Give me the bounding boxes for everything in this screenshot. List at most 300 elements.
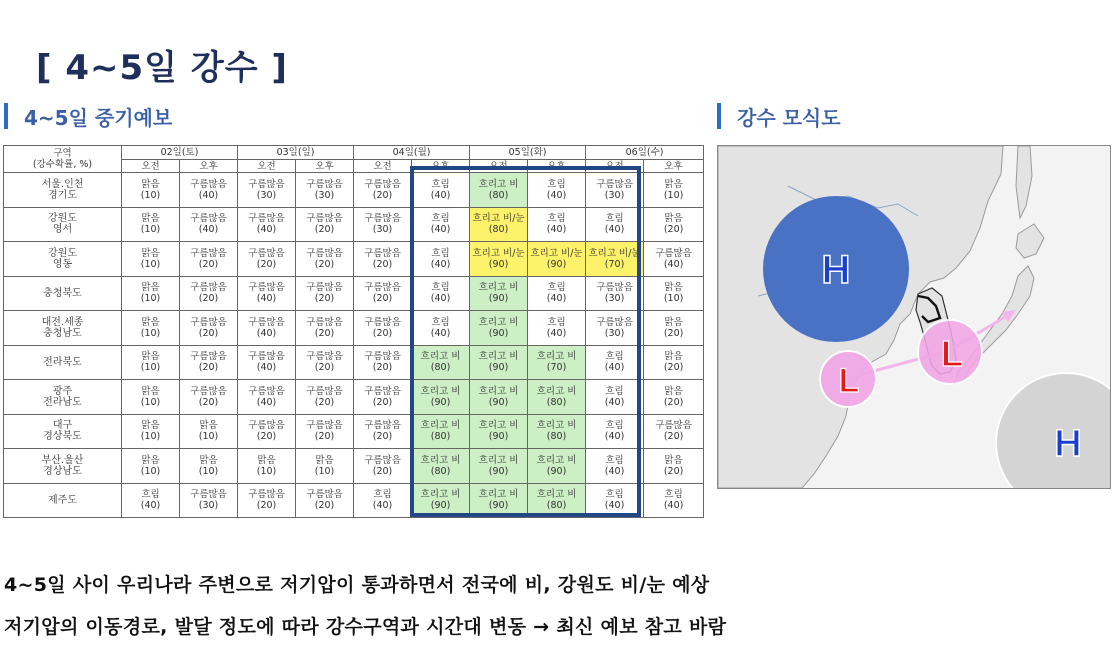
region-name: 경상북도 — [43, 431, 82, 443]
forecast-cell — [122, 380, 180, 415]
region-name: 대전.세종 — [41, 316, 84, 328]
precip-probability: (20) — [372, 396, 393, 408]
forecast-cell — [238, 414, 296, 449]
precip-probability: (90) — [488, 500, 509, 512]
precip-probability: (90) — [488, 293, 509, 305]
weather-text: 구름많음 — [248, 351, 285, 363]
weather-text: 구름많음 — [190, 178, 227, 190]
weather-text: 흐리고 비 — [536, 489, 577, 501]
forecast-cell — [122, 242, 180, 277]
am-header: 오전 — [586, 160, 644, 173]
forecast-cell — [470, 345, 528, 380]
forecast-cell — [586, 276, 644, 311]
schematic-section-title: 강수 모식도 — [737, 105, 841, 130]
weather-text: 구름많음 — [306, 282, 343, 294]
forecast-cell — [586, 449, 644, 484]
precip-probability: (80) — [430, 362, 451, 374]
region-name: 전라북도 — [43, 356, 82, 368]
weather-text: 흐리고 비/눈 — [472, 213, 525, 225]
precip-probability: (30) — [604, 293, 625, 305]
forecast-cell — [412, 380, 470, 415]
precip-probability: (10) — [663, 189, 684, 201]
forecast-cell — [296, 414, 354, 449]
region-name: 제주도 — [48, 494, 77, 506]
precip-probability: (90) — [546, 465, 567, 477]
forecast-cell — [122, 483, 180, 518]
weather-text: 맑음 — [199, 420, 218, 432]
weather-text: 흐림 — [605, 385, 624, 397]
weather-text: 구름많음 — [596, 178, 633, 190]
weather-text: 구름많음 — [190, 247, 227, 259]
forecast-section-title: 4~5일 중기예보 — [24, 105, 173, 130]
weather-text: 구름많음 — [190, 316, 227, 328]
forecast-cell — [470, 242, 528, 277]
forecast-cell — [412, 311, 470, 346]
forecast-cell — [470, 207, 528, 242]
weather-text: 흐림 — [605, 489, 624, 501]
table-row — [4, 207, 704, 242]
pm-header: 오후 — [412, 160, 470, 173]
precip-probability: (20) — [314, 327, 335, 339]
forecast-cell — [238, 173, 296, 208]
weather-text: 구름많음 — [364, 420, 401, 432]
forecast-cell — [180, 414, 238, 449]
precip-probability: (30) — [198, 500, 219, 512]
weather-text: 흐리고 비 — [478, 282, 519, 294]
precip-probability: (10) — [140, 396, 161, 408]
region-name: 경기도 — [48, 189, 77, 201]
forecast-section-header — [4, 103, 172, 129]
forecast-cell — [412, 276, 470, 311]
weather-text: 맑음 — [141, 247, 160, 259]
weather-text: 흐림 — [605, 454, 624, 466]
precip-probability: (40) — [604, 224, 625, 236]
precip-probability: (10) — [140, 258, 161, 270]
region-header-cell — [4, 146, 122, 173]
precipitation-schematic-map — [717, 145, 1111, 489]
precip-probability: (40) — [430, 258, 451, 270]
low-pressure-label: L — [838, 362, 860, 400]
precip-probability: (80) — [488, 224, 509, 236]
high-pressure-label-ocean: H — [1054, 423, 1082, 465]
region-name: 서울.인천 — [41, 178, 84, 190]
weather-text: 맑음 — [141, 282, 160, 294]
table-row — [4, 276, 704, 311]
precip-probability: (20) — [314, 224, 335, 236]
forecast-cell — [296, 449, 354, 484]
precip-probability: (70) — [604, 258, 625, 270]
precip-probability: (10) — [198, 431, 219, 443]
weather-text: 흐리고 비/눈 — [530, 247, 583, 259]
precip-probability: (40) — [430, 224, 451, 236]
forecast-cell — [180, 276, 238, 311]
forecast-cell — [354, 449, 412, 484]
forecast-cell — [528, 449, 586, 484]
precip-probability: (40) — [256, 362, 277, 374]
precip-probability: (20) — [663, 362, 684, 374]
precip-probability: (20) — [663, 431, 684, 443]
weather-text: 흐리고 비 — [420, 420, 461, 432]
weather-text: 구름많음 — [596, 282, 633, 294]
weather-text: 흐림 — [547, 316, 566, 328]
pm-header: 오후 — [180, 160, 238, 173]
forecast-cell — [528, 380, 586, 415]
forecast-cell — [586, 414, 644, 449]
region-cell — [4, 311, 122, 346]
precip-probability: (20) — [314, 396, 335, 408]
summary-line-2: 저기압의 이동경로, 발달 정도에 따라 강수구역과 시간대 변동 → 최신 예보 참고 바람 — [4, 616, 727, 638]
precip-probability: (80) — [546, 431, 567, 443]
precip-probability: (40) — [256, 327, 277, 339]
forecast-cell — [238, 483, 296, 518]
region-name: 강원도 — [48, 213, 77, 225]
forecast-table — [3, 145, 704, 518]
weather-text: 구름많음 — [364, 178, 401, 190]
weather-text: 구름많음 — [306, 178, 343, 190]
forecast-cell — [354, 345, 412, 380]
weather-text: 구름많음 — [190, 351, 227, 363]
weather-text: 구름많음 — [364, 282, 401, 294]
forecast-cell — [412, 449, 470, 484]
precip-probability: (40) — [546, 224, 567, 236]
region-name: 충청북도 — [43, 287, 82, 299]
weather-text: 흐림 — [431, 213, 450, 225]
weather-text: 맑음 — [141, 351, 160, 363]
region-name: 경상남도 — [43, 465, 82, 477]
precip-probability: (40) — [256, 396, 277, 408]
weather-text: 맑음 — [141, 178, 160, 190]
weather-text: 맑음 — [199, 454, 218, 466]
forecast-cell — [354, 414, 412, 449]
forecast-cell — [528, 414, 586, 449]
schematic-section-header — [717, 103, 841, 129]
high-pressure-label: H — [821, 248, 851, 292]
forecast-cell — [412, 242, 470, 277]
precip-probability: (30) — [256, 189, 277, 201]
forecast-cell — [354, 276, 412, 311]
forecast-cell — [180, 173, 238, 208]
precip-probability: (10) — [198, 465, 219, 477]
forecast-cell — [238, 242, 296, 277]
weather-text: 맑음 — [664, 351, 683, 363]
precip-probability: (20) — [256, 431, 277, 443]
am-header: 오전 — [470, 160, 528, 173]
forecast-cell — [180, 207, 238, 242]
precip-probability: (20) — [663, 465, 684, 477]
forecast-cell — [238, 276, 296, 311]
precip-probability: (10) — [314, 465, 335, 477]
weather-text: 맑음 — [141, 316, 160, 328]
precip-probability: (40) — [546, 293, 567, 305]
weather-text: 흐림 — [141, 489, 160, 501]
forecast-cell — [644, 207, 704, 242]
forecast-cell — [296, 311, 354, 346]
precip-probability: (20) — [198, 362, 219, 374]
region-cell — [4, 173, 122, 208]
weather-text: 맑음 — [141, 213, 160, 225]
weather-text: 구름많음 — [655, 420, 692, 432]
forecast-cell — [296, 483, 354, 518]
forecast-cell — [238, 311, 296, 346]
precip-probability: (80) — [546, 500, 567, 512]
forecast-table-wrap — [3, 145, 703, 518]
forecast-cell — [644, 414, 704, 449]
region-cell — [4, 449, 122, 484]
region-cell — [4, 414, 122, 449]
forecast-cell — [296, 242, 354, 277]
weather-text: 구름많음 — [364, 247, 401, 259]
forecast-cell — [528, 207, 586, 242]
precip-probability: (10) — [140, 465, 161, 477]
forecast-cell — [122, 311, 180, 346]
forecast-cell — [354, 483, 412, 518]
weather-text: 구름많음 — [364, 454, 401, 466]
weather-text: 흐리고 비 — [420, 385, 461, 397]
precip-probability: (40) — [430, 327, 451, 339]
am-header: 오전 — [354, 160, 412, 173]
forecast-cell — [528, 483, 586, 518]
pm-header: 오후 — [644, 160, 704, 173]
precip-probability: (90) — [546, 258, 567, 270]
forecast-cell — [180, 449, 238, 484]
forecast-cell — [122, 207, 180, 242]
precip-probability: (30) — [372, 224, 393, 236]
region-name: 대구 — [52, 420, 73, 432]
forecast-cell — [412, 345, 470, 380]
weather-text: 흐림 — [431, 316, 450, 328]
forecast-cell — [644, 276, 704, 311]
forecast-cell — [586, 242, 644, 277]
weather-text: 구름많음 — [364, 316, 401, 328]
precip-probability: (40) — [663, 500, 684, 512]
weather-text: 구름많음 — [306, 316, 343, 328]
weather-text: 구름많음 — [655, 247, 692, 259]
precip-probability: (20) — [314, 258, 335, 270]
precip-probability: (90) — [430, 500, 451, 512]
date-header: 06일(수) — [586, 146, 704, 160]
forecast-cell — [586, 345, 644, 380]
precip-probability: (40) — [198, 224, 219, 236]
weather-text: 흐림 — [547, 282, 566, 294]
weather-text: 흐리고 비 — [478, 385, 519, 397]
precip-probability: (10) — [140, 327, 161, 339]
date-header: 02일(토) — [122, 146, 238, 160]
forecast-cell — [122, 449, 180, 484]
weather-text: 맑음 — [664, 178, 683, 190]
precip-probability: (20) — [198, 327, 219, 339]
forecast-cell — [180, 345, 238, 380]
table-row — [4, 414, 704, 449]
forecast-cell — [586, 380, 644, 415]
precip-probability: (70) — [546, 362, 567, 374]
weather-text: 흐림 — [547, 178, 566, 190]
weather-text: 흐리고 비 — [420, 351, 461, 363]
precip-probability: (40) — [546, 189, 567, 201]
forecast-cell — [180, 242, 238, 277]
forecast-cell — [412, 483, 470, 518]
weather-text: 구름많음 — [306, 489, 343, 501]
weather-text: 구름많음 — [248, 213, 285, 225]
precip-probability: (40) — [604, 465, 625, 477]
forecast-cell — [528, 173, 586, 208]
precip-probability: (10) — [663, 293, 684, 305]
forecast-cell — [296, 173, 354, 208]
forecast-cell — [644, 380, 704, 415]
precip-probability: (90) — [488, 362, 509, 374]
forecast-cell — [296, 207, 354, 242]
forecast-cell — [528, 242, 586, 277]
weather-text: 흐리고 비 — [536, 454, 577, 466]
forecast-cell — [122, 414, 180, 449]
table-row — [4, 242, 704, 277]
precip-probability: (20) — [372, 362, 393, 374]
forecast-cell — [528, 311, 586, 346]
precip-probability: (10) — [140, 189, 161, 201]
date-header: 03일(일) — [238, 146, 354, 160]
weather-text: 구름많음 — [306, 420, 343, 432]
precip-probability: (40) — [604, 500, 625, 512]
weather-text: 흐리고 비 — [420, 454, 461, 466]
region-cell — [4, 345, 122, 380]
precip-probability: (10) — [140, 362, 161, 374]
precip-probability: (90) — [488, 258, 509, 270]
forecast-cell — [354, 311, 412, 346]
weather-text: 흐림 — [547, 213, 566, 225]
precip-probability: (90) — [488, 396, 509, 408]
weather-text: 흐리고 비 — [536, 420, 577, 432]
weather-text: 흐림 — [664, 489, 683, 501]
forecast-cell — [122, 173, 180, 208]
forecast-cell — [122, 345, 180, 380]
pm-header: 오후 — [296, 160, 354, 173]
weather-text: 구름많음 — [248, 316, 285, 328]
weather-text: 구름많음 — [596, 316, 633, 328]
table-row — [4, 345, 704, 380]
weather-text: 구름많음 — [248, 385, 285, 397]
precip-probability: (80) — [430, 465, 451, 477]
weather-text: 흐리고 비 — [536, 351, 577, 363]
forecast-cell — [354, 207, 412, 242]
forecast-cell — [296, 345, 354, 380]
weather-text: 흐리고 비 — [478, 489, 519, 501]
precip-probability: (10) — [140, 224, 161, 236]
weather-text: 구름많음 — [248, 489, 285, 501]
pm-header: 오후 — [528, 160, 586, 173]
weather-text: 맑음 — [664, 282, 683, 294]
precip-probability: (20) — [256, 500, 277, 512]
weather-text: 흐리고 비/눈 — [588, 247, 641, 259]
date-header: 05일(화) — [470, 146, 586, 160]
forecast-cell — [180, 483, 238, 518]
forecast-cell — [470, 276, 528, 311]
forecast-cell — [354, 173, 412, 208]
precip-probability: (20) — [314, 293, 335, 305]
weather-text: 흐림 — [605, 351, 624, 363]
weather-text: 맑음 — [141, 385, 160, 397]
forecast-cell — [528, 345, 586, 380]
precip-probability: (20) — [372, 189, 393, 201]
low-pressure-label-korea: L — [941, 333, 963, 374]
precip-probability: (40) — [604, 396, 625, 408]
forecast-cell — [470, 173, 528, 208]
weather-text: 흐리고 비 — [478, 316, 519, 328]
precip-probability: (20) — [372, 293, 393, 305]
precip-probability: (20) — [372, 327, 393, 339]
weather-text: 구름많음 — [306, 247, 343, 259]
precip-probability: (20) — [372, 258, 393, 270]
table-row — [4, 483, 704, 518]
precip-probability: (40) — [604, 362, 625, 374]
forecast-cell — [470, 449, 528, 484]
region-cell — [4, 380, 122, 415]
weather-text: 구름많음 — [248, 178, 285, 190]
forecast-cell — [238, 380, 296, 415]
weather-text: 구름많음 — [190, 213, 227, 225]
precip-probability: (40) — [430, 189, 451, 201]
table-row — [4, 449, 704, 484]
forecast-cell — [238, 345, 296, 380]
weather-text: 맑음 — [664, 316, 683, 328]
weather-text: 구름많음 — [248, 282, 285, 294]
weather-text: 흐리고 비 — [478, 454, 519, 466]
precip-probability: (90) — [488, 465, 509, 477]
precip-probability: (90) — [488, 327, 509, 339]
region-cell — [4, 242, 122, 277]
precip-probability: (20) — [198, 396, 219, 408]
summary-line-1: 4~5일 사이 우리나라 주변으로 저기압이 통과하면서 전국에 비, 강원도 비/눈 예상 — [4, 574, 710, 596]
date-header: 04일(월) — [354, 146, 470, 160]
precip-probability: (10) — [140, 293, 161, 305]
weather-text: 흐림 — [373, 489, 392, 501]
forecast-cell — [644, 242, 704, 277]
precip-probability: (30) — [604, 327, 625, 339]
forecast-cell — [412, 414, 470, 449]
weather-text: 흐리고 비 — [478, 420, 519, 432]
region-cell — [4, 483, 122, 518]
forecast-cell — [644, 449, 704, 484]
weather-text: 구름많음 — [248, 247, 285, 259]
weather-text: 흐림 — [605, 213, 624, 225]
forecast-cell — [180, 380, 238, 415]
weather-text: 구름많음 — [190, 282, 227, 294]
region-subheader: (강수확률, %) — [32, 159, 93, 170]
forecast-cell — [586, 483, 644, 518]
region-name: 충청남도 — [43, 327, 82, 339]
precip-probability: (20) — [372, 431, 393, 443]
forecast-cell — [586, 207, 644, 242]
weather-text: 구름많음 — [248, 420, 285, 432]
precip-probability: (20) — [663, 327, 684, 339]
schematic-svg — [718, 146, 1110, 488]
precip-probability: (40) — [604, 431, 625, 443]
forecast-cell — [470, 380, 528, 415]
precip-probability: (40) — [140, 500, 161, 512]
precip-probability: (90) — [488, 431, 509, 443]
weather-text: 구름많음 — [364, 213, 401, 225]
forecast-cell — [470, 483, 528, 518]
forecast-table-body — [4, 173, 704, 518]
precip-probability: (20) — [198, 258, 219, 270]
precip-probability: (20) — [314, 362, 335, 374]
forecast-cell — [586, 173, 644, 208]
forecast-cell — [238, 207, 296, 242]
weather-text: 흐림 — [431, 282, 450, 294]
weather-text: 흐림 — [605, 420, 624, 432]
table-row — [4, 311, 704, 346]
precip-probability: (80) — [488, 189, 509, 201]
region-name: 광주 — [52, 385, 73, 397]
forecast-cell — [644, 483, 704, 518]
